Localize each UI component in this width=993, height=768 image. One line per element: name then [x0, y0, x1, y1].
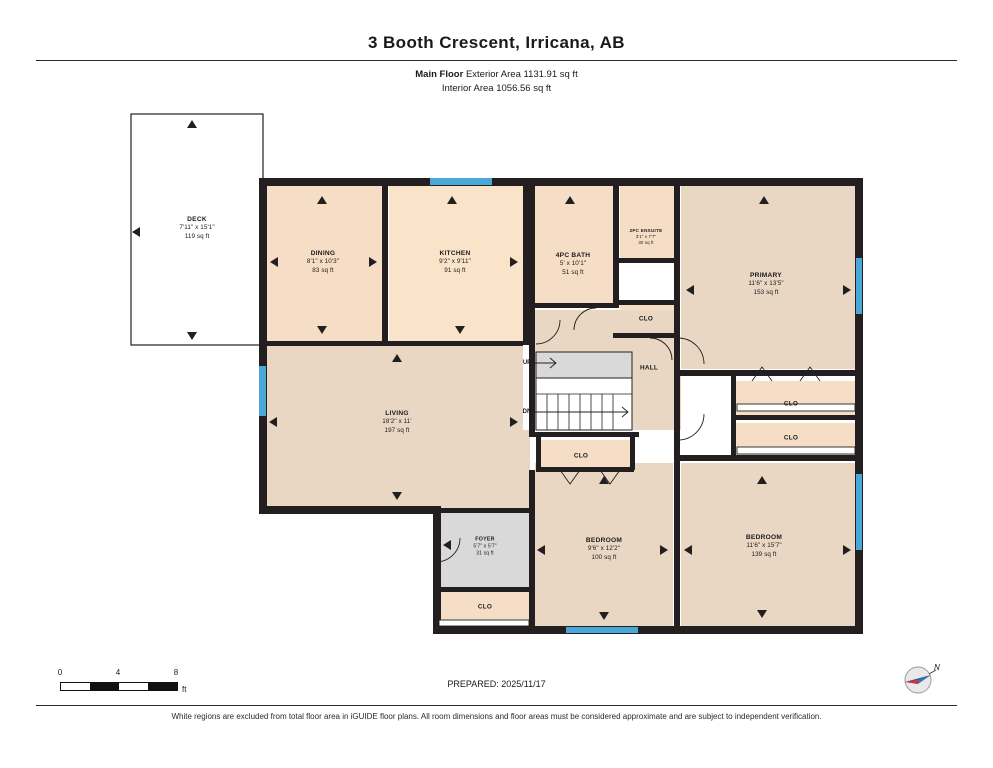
- room-label-closet-stairs: CLO: [573, 452, 589, 460]
- room-fill-closet-stairs: [540, 440, 632, 470]
- room-fill-deck: [131, 114, 263, 345]
- room-label-bedroom-mid: BEDROOM 9'6" x 12'2" 100 sq ft: [585, 536, 623, 561]
- window-living: [259, 366, 266, 416]
- window-kitchen: [430, 178, 492, 185]
- stairs-up-label: UP: [522, 360, 532, 366]
- room-fill-primary: [681, 184, 858, 369]
- room-label-foyer: FOYER 5'7" x 5'7" 31 sq ft: [473, 536, 497, 557]
- floor-label: Main Floor: [415, 69, 464, 80]
- room-fill-kitchen: [389, 184, 523, 345]
- room-label-closet-lower-right: CLO: [783, 434, 799, 442]
- room-fill-ensuite: [620, 184, 674, 262]
- room-fill-bedroom-mid: [535, 463, 673, 628]
- staircase: [534, 352, 632, 430]
- room-label-closet-ensuite: CLO: [638, 315, 654, 323]
- room-fill-dining: [265, 184, 382, 345]
- disclaimer-text: White regions are excluded from total floor area in iGUIDE floor plans. All room dimensions and floor areas must be considered approximate and are subject to independent verification.: [171, 712, 822, 721]
- interior-area: Interior Area 1056.56 sq ft: [441, 83, 552, 94]
- room-label-bath: 4PC BATH 5' x 10'1" 51 sq ft: [555, 251, 591, 276]
- page-title: 3 Booth Crescent, Irricana, AB: [368, 33, 625, 52]
- room-label-living: LIVING 18'2" x 11' 197 sq ft: [382, 409, 412, 434]
- window-primary: [856, 258, 862, 314]
- room-label-ensuite: 2PC ENSUITE 3'1" x 7'7" 30 sq ft: [629, 227, 663, 246]
- room-label-deck: DECK 7'11" x 15'1" 119 sq ft: [179, 215, 215, 240]
- compass-north-label: N: [934, 663, 940, 672]
- stairs-dn-label: DN: [522, 409, 532, 415]
- room-label-kitchen: KITCHEN 9'2" x 9'11" 91 sq ft: [439, 249, 471, 274]
- room-fill-foyer: [440, 512, 532, 587]
- room-fill-living-2: [265, 345, 523, 510]
- room-fill-bath: [535, 184, 613, 303]
- window-bedroom-right: [856, 474, 862, 550]
- scale-tick-2: 8: [173, 668, 179, 677]
- prepared-date: PREPARED: 2025/11/17: [447, 679, 546, 689]
- room-label-hall: HALL: [639, 364, 659, 372]
- room-label-dining: DINING 8'1" x 10'3" 83 sq ft: [306, 249, 340, 274]
- window-bedroom-mid: [566, 627, 638, 633]
- exterior-area: Exterior Area 1131.91 sq ft: [465, 69, 578, 80]
- room-label-closet-upper-right: CLO: [783, 400, 799, 408]
- scale-unit: ft: [182, 685, 187, 694]
- room-fill-bedroom-right: [681, 463, 858, 628]
- footer-divider: [36, 705, 957, 706]
- room-label-closet-foyer: CLO: [477, 603, 493, 611]
- scale-tick-1: 4: [115, 668, 121, 677]
- room-label-bedroom-right: BEDROOM 11'6" x 15'7" 139 sq ft: [745, 533, 783, 558]
- scale-tick-0: 0: [57, 668, 63, 677]
- room-label-primary: PRIMARY 11'6" x 13'5" 153 sq ft: [748, 271, 784, 296]
